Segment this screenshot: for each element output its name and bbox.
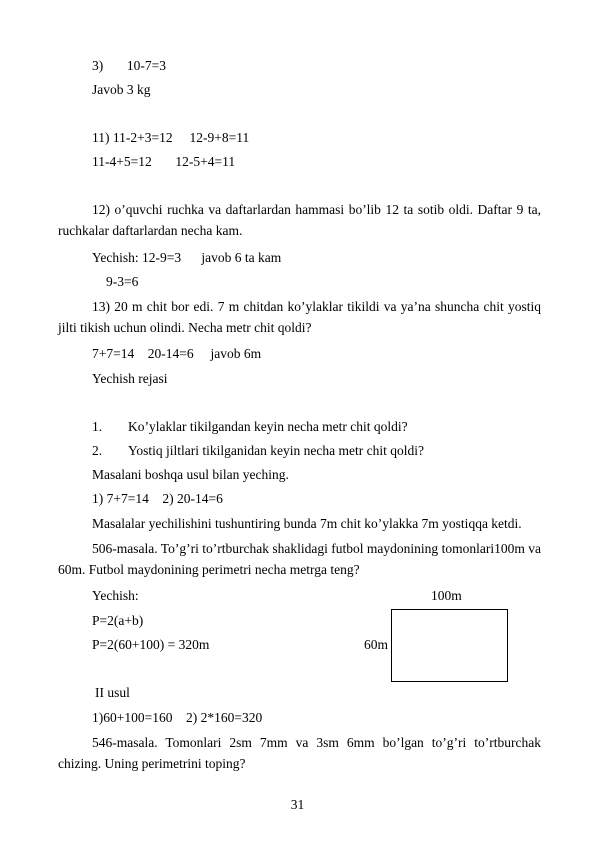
line-11-b: 11-4+5=12 12-5+4=11: [92, 154, 236, 169]
line-yechish-506: Yechish:: [92, 588, 139, 603]
football-field-rectangle: [391, 609, 508, 682]
line-formula-calc: P=2(60+100) = 320m: [92, 637, 210, 652]
page-number: 31: [290, 797, 305, 812]
problem-546-paragraph: 546-masala. Tomonlari 2sm 7mm va 3sm 6mm bo’lgan to’g’ri to’rtburchak chizing. Uning perimetrini toping?: [58, 735, 541, 771]
rectangle-side-label: 60m: [364, 637, 389, 652]
line-alt-solution: 1) 7+7=14 2) 20-14=6: [92, 491, 223, 506]
problem-506-paragraph: 506-masala. To’g’ri to’rtburchak shaklidagi futbol maydonining tomonlari100m va 60m. Futbol maydonining perimetri necha metrga teng?: [58, 541, 541, 577]
problem-13-paragraph: 13) 20 m chit bor edi. 7 m chitdan ko’ylaklar tikildi va ya’na shuncha chit yostiq jilti tikish uchun olindi. Necha metr chit qoldi?: [58, 299, 541, 335]
line-yechish-12: Yechish: 12-9=3 javob 6 ta kam: [92, 250, 282, 265]
list-item-2-number: 2.: [92, 443, 103, 458]
line-11-a: 11) 11-2+3=12 12-9+8=11: [92, 130, 250, 145]
problem-12-paragraph: 12) o’quvchi ruchka va daftarlardan hammasi bo’lib 12 ta sotib oldi. Daftar 9 ta, ruchkalar daftarlardan necha kam.: [58, 202, 541, 238]
line-yechish-rejasi: Yechish rejasi: [92, 371, 168, 386]
line-formula: P=2(a+b): [92, 613, 144, 628]
rectangle-top-label: 100m: [431, 588, 462, 603]
line-13-solution: 7+7=14 20-14=6 javob 6m: [92, 346, 262, 361]
line-9-3: 9-3=6: [106, 274, 139, 289]
line-javob-3kg: Javob 3 kg: [92, 82, 151, 97]
line-explanation: Masalalar yechilishini tushuntiring bunda 7m chit ko’ylakka 7m yostiqqa ketdi.: [92, 516, 522, 531]
line-3-answer: 3) 10-7=3: [92, 58, 166, 73]
list-item-1: Ko’ylaklar tikilgandan keyin necha metr chit qoldi?: [128, 419, 408, 434]
list-item-1-number: 1.: [92, 419, 103, 434]
list-item-2: Yostiq jiltlari tikilganidan keyin necha metr chit qoldi?: [128, 443, 424, 458]
line-boshqa-usul: Masalani boshqa usul bilan yeching.: [92, 467, 289, 482]
line-ii-usul-solution: 1)60+100=160 2) 2*160=320: [92, 710, 263, 725]
line-ii-usul: II usul: [95, 685, 130, 700]
